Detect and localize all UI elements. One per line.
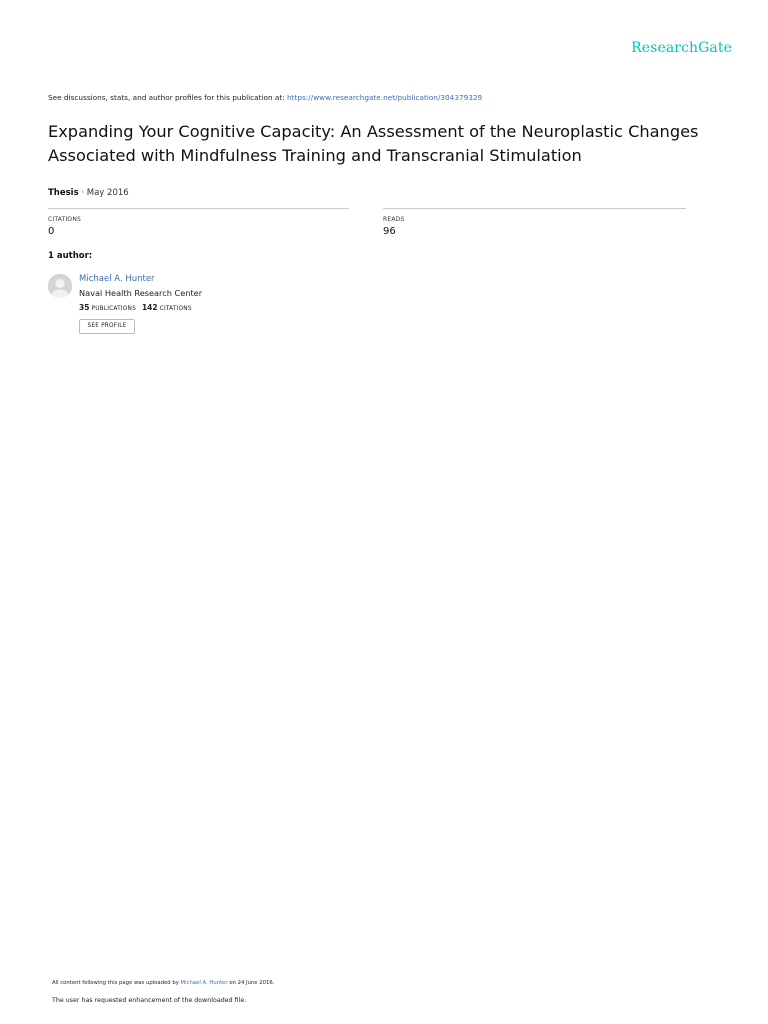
user-silhouette-icon — [48, 274, 72, 298]
citations-label: CITATIONS — [48, 216, 82, 223]
citations-stat — [48, 208, 349, 237]
publication-url-link[interactable]: https://www.researchgate.net/publication/304379329 — [287, 93, 483, 102]
author-citations-count: 142 — [141, 303, 158, 312]
avatar[interactable] — [48, 274, 72, 298]
citations-value: 0 — [48, 226, 55, 237]
publication-meta — [48, 188, 129, 198]
author-publications-count: 35 — [79, 303, 90, 312]
see-profile-button[interactable]: SEE PROFILE — [79, 319, 135, 334]
authors-heading: 1 author: — [48, 251, 93, 261]
upload-prefix: All content following this page was uploaded by — [52, 980, 179, 986]
reads-label: READS — [383, 216, 405, 223]
discussion-line — [48, 93, 482, 102]
publication-title: Expanding Your Cognitive Capacity: An Assessment of the Neuroplastic Changes Associated with Mindfulness Training and Transcranial Stimulation — [48, 122, 699, 165]
author-publications-label: PUBLICATIONS — [91, 306, 136, 312]
author-citations-label: CITATIONS — [159, 306, 192, 312]
enhancement-note: The user has requested enhancement of the downloaded file. — [52, 997, 247, 1004]
reads-stat — [383, 208, 686, 237]
researchgate-logo[interactable]: ResearchGate — [631, 40, 732, 56]
reads-value: 96 — [383, 226, 396, 237]
uploader-link[interactable]: Michael A. Hunter — [180, 980, 228, 986]
upload-suffix: on 24 June 2016. — [229, 980, 275, 986]
author-institution: Naval Health Research Center — [79, 288, 203, 298]
author-name-link[interactable]: Michael A. Hunter — [79, 274, 155, 284]
publication-type: Thesis — [48, 188, 79, 198]
author-card — [48, 273, 368, 343]
author-stats — [79, 303, 192, 312]
discussion-prefix: See discussions, stats, and author profiles for this publication at: — [48, 93, 285, 102]
upload-note — [52, 980, 274, 986]
publication-date: · May 2016 — [81, 188, 129, 198]
